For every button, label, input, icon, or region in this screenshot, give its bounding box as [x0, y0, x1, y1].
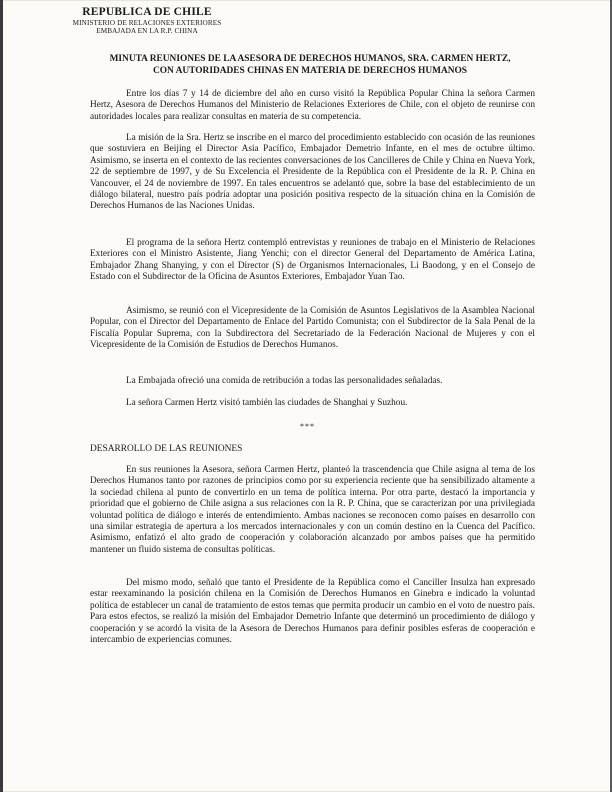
- title-line-2: CON AUTORIDADES CHINAS EN MATERIA DE DERECHOS HUMANOS: [152, 65, 468, 76]
- paragraph-intro: Entre los días 7 y 14 de diciembre del año en curso visitó la República Popular China la señora Carmen Hertz, Asesora de Derechos Humanos del Ministerio de Relaciones Exteriores de Chile, con el objeto de reunirse con autoridades locales para realizar consultas en materia de su competencia.: [90, 89, 535, 122]
- paragraph-cities: La señora Carmen Hertz visitó también las ciudades de Shanghai y Suzhou.: [126, 398, 408, 408]
- paragraph-position: Del mismo modo, señaló que tanto el Presidente de la República como el Canciller Insulza han expresado estar reexaminando la posición chilena en la Comisión de Derechos Humanos en Ginebra e indicado la voluntad política de establecer un canal de tratamiento de estos temas que permita producir un cambio en el voto de nuestro país. Para estos efectos, se realizó la misión del Embajador Demetrio Infante que determinó un procedimiento de diálogo y cooperación y se acordó la visita de la Asesora de Derechos Humanos para definir posibles esferas de cooperación e intercambio de experiencias comunes.: [90, 578, 535, 646]
- section-title: DESARROLLO DE LAS REUNIONES: [90, 444, 243, 454]
- paragraph-mission: La misión de la Sra. Hertz se inscribe en el marco del procedimiento establecido con ocasión de las reuniones que sostuviera en Beijing el Director Asia Pacífico, Embajador Demetrio Infante, en el mes de octubre último. Asimismo, se inserta en el contexto de las recientes conversaciones de los Cancilleres de Chile y China en Nueva York, 22 de septiembre de 1997, y de Su Excelencia el Presidente de la República con el Presidente de la R. P. China en Vancouver, el 24 de noviembre de 1997. En tales encuentros se adelantó que, sobre la base del establecimiento de un diálogo bilateral, nuestro país podría adoptar una posición positiva respecto de la situación china en la Comisión de Derechos Humanos de las Naciones Unidas.: [90, 133, 535, 212]
- paragraph-meetings: Asimismo, se reunió con el Vicepresidente de la Comisión de Asuntos Legislativos de la Asamblea Nacional Popular, con el Director del Departamento de Enlace del Partido Comunista; con el Subdirector de la Sala Penal de la Fiscalía Popular Suprema, con la Subdirectora del Secretariado de la Federación Nacional de Mujeres y con el Vicepresidente de la Comisión de Estudios de Derechos Humanos.: [90, 306, 535, 351]
- paragraph-program: El programa de la señora Hertz contempló entrevistas y reuniones de trabajo en el Ministerio de Relaciones Exteriores con el Ministro Asistente, Jiang Yenchi; con el director General del Departamento de América Latina, Embajador Zhang Shanying, y con el Director (S) de Organismos Internacionales, Li Baodong, y en el Consejo de Estado con el Subdirector de la Oficina de Asuntos Exteriores, Embajador Yuan Tao.: [90, 238, 535, 283]
- letterhead-country: REPUBLICA DE CHILE: [82, 6, 212, 18]
- letterhead-ministry: MINISTERIO DE RELACIONES EXTERIORES: [72, 19, 222, 27]
- letterhead: [62, 6, 232, 36]
- separator-stars: ***: [300, 422, 315, 431]
- paragraph-dinner: La Embajada ofreció una comida de retribución a todas las personalidades señaladas.: [126, 376, 443, 386]
- document-title: [90, 54, 530, 77]
- title-line-1: MINUTA REUNIONES DE LA ASESORA DE DERECHOS HUMANOS, SRA. CARMEN HERTZ,: [109, 54, 511, 64]
- left-edge-shadow: [0, 0, 3, 792]
- paragraph-development: En sus reuniones la Asesora, señora Carmen Hertz, planteó la trascendencia que Chile asigna al tema de los Derechos Humanos tanto por razones de principios como por su experiencia reciente que ha sensibilizado altamente a la sociedad chilena al punto de convertirlo en un tema de política interna. Por otra parte, destacó la importancia y prioridad que el gobierno de Chile asigna a sus relaciones con la R. P. China, que se caracterizan por una privilegiada voluntad política de diálogo e interés de entendimiento. Ambas naciones se reconocen como países en desarrollo con una similar estrategia de apertura a los mercados internacionales y con un común destino en la Cuenca del Pacífico. Asimismo, enfatizó el alto grado de cooperación y colaboración alcanzado por ambos países que ha permitido mantener un fluido sistema de consultas políticas.: [90, 465, 535, 555]
- letterhead-embassy: EMBAJADA EN LA R.P. CHINA: [96, 27, 198, 36]
